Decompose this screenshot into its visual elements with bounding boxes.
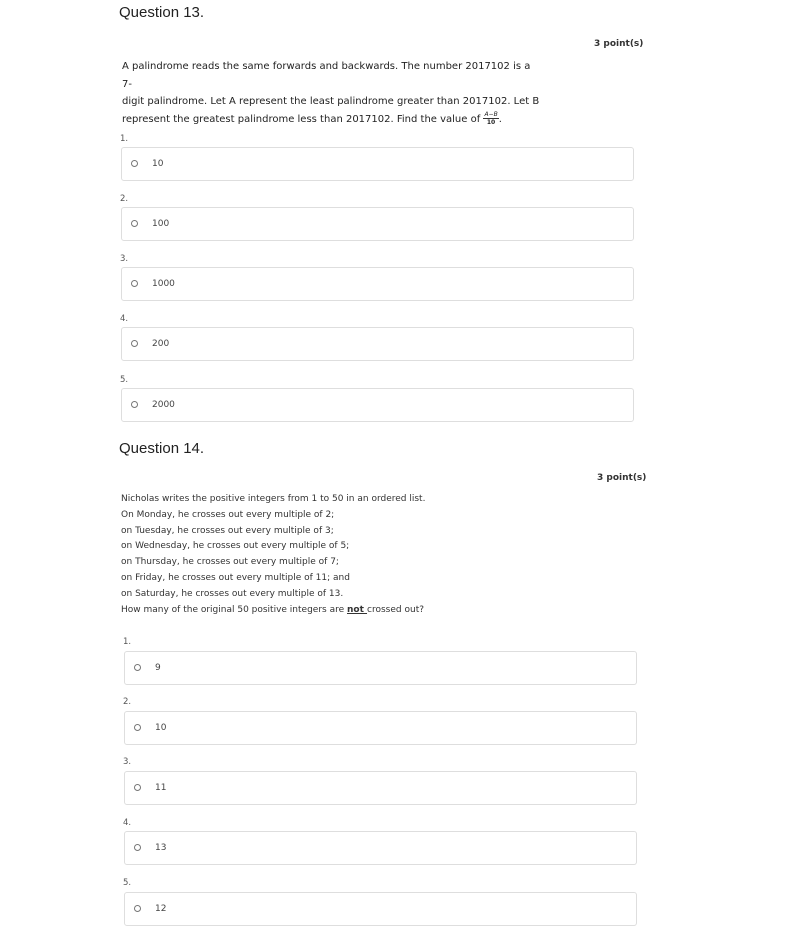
q14-option-5[interactable] xyxy=(124,892,637,926)
q14-option-1[interactable] xyxy=(124,651,637,685)
option-number: 1. xyxy=(120,134,129,144)
q13-option-4[interactable] xyxy=(121,327,634,361)
prompt-line: A palindrome reads the same forwards and backwards. The number 2017102 is a 7- xyxy=(122,61,531,90)
radio-icon[interactable] xyxy=(131,280,138,287)
emphasis-not: not xyxy=(347,604,368,615)
option-number: 2. xyxy=(120,194,129,204)
question-14-prompt xyxy=(121,492,481,618)
option-label: 1000 xyxy=(152,279,175,289)
question-14-title: Question 14. xyxy=(119,440,205,457)
prompt-line: Nicholas writes the positive integers from 1 to 50 in an ordered list. xyxy=(121,494,426,504)
radio-icon[interactable] xyxy=(131,220,138,227)
option-number: 4. xyxy=(123,818,132,828)
option-label: 13 xyxy=(155,843,167,853)
q13-option-1[interactable] xyxy=(121,147,634,181)
prompt-line: on Wednesday, he crosses out every multiple of 5; xyxy=(121,541,350,552)
prompt-line: on Saturday, he crosses out every multiple of 13. xyxy=(121,588,344,599)
fraction-denominator: 10 xyxy=(486,119,496,126)
option-number: 1. xyxy=(123,637,132,647)
radio-icon[interactable] xyxy=(131,401,138,408)
q14-option-3[interactable] xyxy=(124,771,637,805)
q14-option-2[interactable] xyxy=(124,711,637,745)
prompt-line xyxy=(122,111,542,129)
question-13-points: 3 point(s) xyxy=(594,39,644,49)
radio-icon[interactable] xyxy=(134,664,141,671)
option-label: 11 xyxy=(155,783,167,793)
radio-icon[interactable] xyxy=(134,905,141,912)
option-label: 2000 xyxy=(152,400,175,410)
prompt-text: represent the greatest palindrome less than 2017102. Find the value of xyxy=(122,113,481,125)
prompt-end: . xyxy=(498,113,502,125)
option-number: 2. xyxy=(123,697,132,707)
option-label: 10 xyxy=(155,723,167,733)
radio-icon[interactable] xyxy=(131,340,138,347)
option-label: 100 xyxy=(152,219,170,229)
option-label: 10 xyxy=(152,159,164,169)
option-number: 5. xyxy=(123,878,132,888)
option-label: 12 xyxy=(155,904,167,914)
question-13-prompt xyxy=(122,58,542,128)
question-13-title: Question 13. xyxy=(119,4,205,21)
q14-option-4[interactable] xyxy=(124,831,637,865)
prompt-text: crossed out? xyxy=(367,604,424,615)
prompt-line: digit palindrome. Let A represent the least palindrome greater than 2017102. Let B xyxy=(122,96,540,107)
option-number: 5. xyxy=(120,375,129,385)
prompt-line xyxy=(121,603,481,619)
radio-icon[interactable] xyxy=(134,844,141,851)
option-label: 9 xyxy=(155,663,161,673)
option-number: 4. xyxy=(120,314,129,324)
radio-icon[interactable] xyxy=(134,784,141,791)
prompt-line: on Thursday, he crosses out every multiple of 7; xyxy=(121,557,339,568)
prompt-text: How many of the original 50 positive integers are xyxy=(121,604,347,615)
option-number: 3. xyxy=(120,254,129,264)
radio-icon[interactable] xyxy=(131,160,138,167)
prompt-line: on Friday, he crosses out every multiple of 11; and xyxy=(121,572,350,583)
prompt-line: on Tuesday, he crosses out every multiple of 3; xyxy=(121,525,334,536)
question-14-points: 3 point(s) xyxy=(597,473,647,483)
fraction-numerator: A−B xyxy=(484,111,498,118)
prompt-line: On Monday, he crosses out every multiple of 2; xyxy=(121,509,335,520)
q13-option-3[interactable] xyxy=(121,267,634,301)
fraction xyxy=(483,111,498,126)
q13-option-5[interactable] xyxy=(121,388,634,422)
option-number: 3. xyxy=(123,757,132,767)
option-label: 200 xyxy=(152,339,170,349)
q13-option-2[interactable] xyxy=(121,207,634,241)
radio-icon[interactable] xyxy=(134,724,141,731)
